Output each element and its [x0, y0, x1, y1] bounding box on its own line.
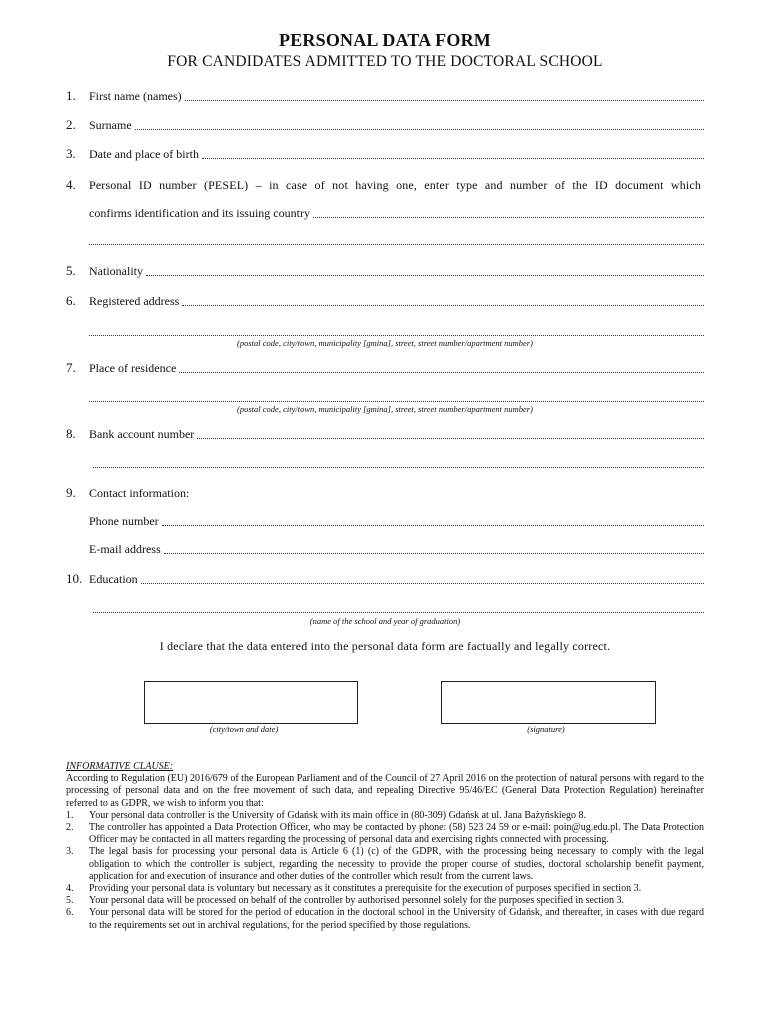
form-subtitle: FOR CANDIDATES ADMITTED TO THE DOCTORAL SCHOOL	[167, 53, 603, 70]
field-email-address[interactable]	[89, 541, 704, 557]
fill-line[interactable]	[179, 372, 704, 373]
field-number: 4.	[66, 177, 76, 192]
list-item	[66, 810, 704, 822]
address-hint: (postal code, city/town, municipality [gmina], street, street number/apartment number)	[237, 338, 533, 348]
field-number: 1.	[66, 88, 76, 103]
field-bank-account[interactable]	[66, 426, 704, 442]
fill-line[interactable]	[197, 438, 704, 439]
field-label: Date and place of birth	[89, 147, 199, 161]
field-label: confirms identification and its issuing country	[89, 206, 310, 220]
field-label: Bank account number	[89, 427, 195, 441]
list-number: 6.	[66, 907, 74, 919]
signature-box[interactable]	[441, 681, 656, 724]
field-surname[interactable]	[66, 117, 704, 133]
field-label: Personal ID number (PESEL) – in case of not having one, enter type and number of the ID document which	[89, 178, 701, 192]
fill-line[interactable]	[135, 129, 704, 130]
field-label: First name (names)	[89, 89, 182, 103]
field-label: Phone number	[89, 514, 159, 528]
field-phone-number[interactable]	[89, 513, 704, 529]
clause-intro: According to Regulation (EU) 2016/679 of the European Parliament and of the Council of 27 April 2016 on the protection of natural persons with regard to the processing of personal data and on the free movement of such data, and repealing Directive 95/46/EC (General Data Protection Regulation) hereinafter referred to as GDPR, we wish to inform you that:	[66, 773, 704, 809]
field-number: 8.	[66, 426, 76, 441]
list-item	[66, 822, 704, 846]
field-label: Place of residence	[89, 361, 177, 375]
field-number: 6.	[66, 293, 76, 308]
list-item	[66, 895, 704, 907]
list-number: 4.	[66, 883, 74, 895]
list-item	[66, 846, 704, 883]
field-label: Surname	[89, 118, 132, 132]
field-label: E-mail address	[89, 542, 161, 556]
fill-line[interactable]	[185, 100, 704, 101]
field-number: 5.	[66, 263, 76, 278]
declaration-text: I declare that the data entered into the personal data form are factually and legally correct.	[159, 639, 611, 653]
field-number: 7.	[66, 360, 76, 375]
fill-line[interactable]	[89, 389, 704, 402]
clause-title: INFORMATIVE CLAUSE:	[66, 761, 174, 772]
field-label: Registered address	[89, 294, 180, 308]
fill-line[interactable]	[202, 158, 704, 159]
fill-line[interactable]	[141, 583, 704, 584]
fill-line[interactable]	[89, 323, 704, 336]
field-place-of-residence[interactable]	[66, 360, 704, 376]
field-number: 10.	[66, 571, 83, 586]
list-number: 5.	[66, 895, 74, 907]
place-date-caption: (city/town and date)	[209, 724, 279, 734]
field-education[interactable]	[66, 571, 704, 587]
fill-line[interactable]	[89, 232, 704, 245]
fill-line[interactable]	[162, 525, 704, 526]
field-nationality[interactable]	[66, 263, 704, 279]
address-hint: (postal code, city/town, municipality [gmina], street, street number/apartment number)	[237, 404, 533, 414]
informative-clause	[66, 761, 704, 932]
list-number: 1.	[66, 809, 74, 821]
signature-caption: (signature)	[527, 724, 565, 734]
field-number: 2.	[66, 117, 76, 132]
field-personal-id-country[interactable]	[89, 205, 704, 221]
field-number: 9.	[66, 485, 76, 500]
list-text: Your personal data will be processed on behalf of the controller by authorised personnel solely for the purposes specified in section 3.	[89, 895, 624, 907]
place-date-box[interactable]	[144, 681, 358, 724]
list-number: 3.	[66, 846, 74, 858]
list-text: Providing your personal data is voluntary but necessary as it constitutes a prerequisite for the execution of purposes specified in section 3.	[89, 883, 642, 895]
field-registered-address[interactable]	[66, 293, 704, 309]
fill-line[interactable]	[164, 553, 704, 554]
form-title: PERSONAL DATA FORM	[279, 30, 491, 50]
list-text: Your personal data controller is the University of Gdańsk with its main office in (80-309) Gdańsk at ul. Jana Bażyńskiego 8.	[89, 809, 587, 821]
field-label: Education	[89, 572, 138, 586]
field-date-place-birth[interactable]	[66, 146, 704, 162]
list-text: Your personal data will be stored for the period of education in the doctoral school in the University of Gdańsk, and thereafter, in cases with due regard to the requirements set out in archival regulations, for the period specified by those regulations.	[89, 907, 704, 931]
list-number: 2.	[66, 822, 74, 834]
fill-line[interactable]	[182, 305, 704, 306]
list-item	[66, 907, 704, 931]
fill-line[interactable]	[93, 600, 704, 613]
field-label: Contact information:	[89, 486, 190, 500]
fill-line[interactable]	[146, 275, 704, 276]
field-contact-information	[66, 485, 704, 501]
fill-line[interactable]	[93, 455, 704, 468]
education-hint: (name of the school and year of graduation)	[309, 616, 461, 626]
field-number: 3.	[66, 146, 76, 161]
list-text: The legal basis for processing your personal data is Article 6 (1) (c) of the GDPR, with the processing being necessary to comply with the legal obligation to which the controller is subject, regarding the necessity to provide the proper course of studies, doctoral scholarship benefit payment, application for and execution of insurance and other duties of the controller which result from the current laws.	[89, 846, 704, 882]
field-first-name[interactable]	[66, 88, 704, 104]
list-item	[66, 883, 704, 895]
field-label: Nationality	[89, 264, 143, 278]
list-text: The controller has appointed a Data Protection Officer, who may be contacted by phone: (58) 523 24 59 or e-mail: poin@ug.edu.pl. The Data Protection Officer may be contacted in all matters regarding the processing of personal data and exercising rights connected with processing.	[89, 822, 704, 846]
field-personal-id	[66, 177, 704, 193]
fill-line[interactable]	[313, 217, 704, 218]
